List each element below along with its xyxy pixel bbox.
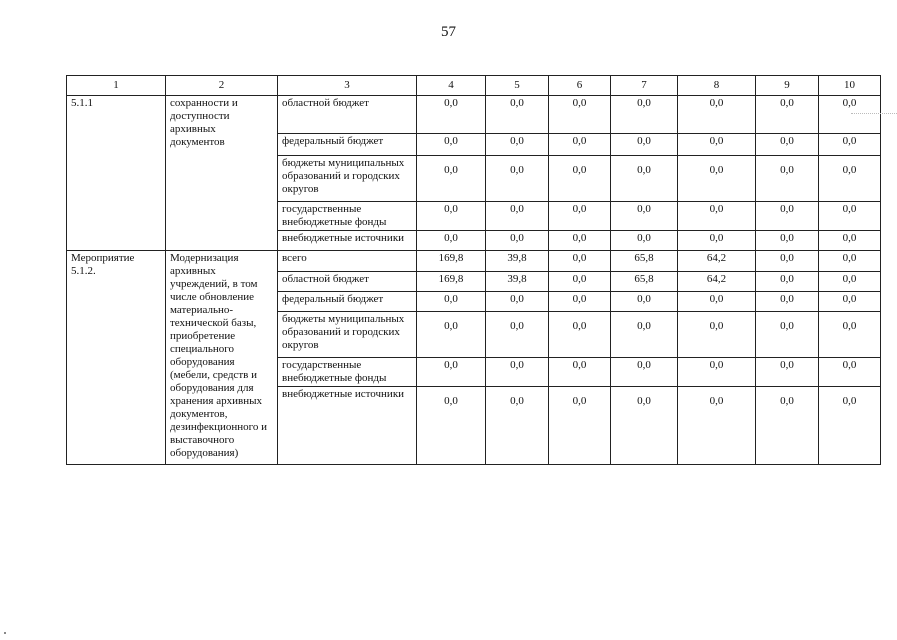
value-cell: 0,0 — [819, 358, 881, 387]
value-cell: 0,0 — [417, 387, 486, 465]
value-cell: 0,0 — [549, 358, 611, 387]
value-cell: 0,0 — [756, 272, 819, 292]
value-cell: 0,0 — [549, 156, 611, 202]
value-cell: 0,0 — [756, 292, 819, 312]
scan-artifact-line — [851, 113, 897, 114]
value-cell: 0,0 — [611, 387, 678, 465]
value-cell: 0,0 — [417, 96, 486, 134]
page-number: 57 — [441, 24, 456, 40]
value-cell: 0,0 — [611, 134, 678, 156]
header-cell: 7 — [611, 76, 678, 96]
value-cell: 0,0 — [756, 312, 819, 358]
value-cell: 0,0 — [819, 387, 881, 465]
value-cell: 0,0 — [486, 134, 549, 156]
value-cell: 0,0 — [417, 358, 486, 387]
value-cell: 0,0 — [486, 96, 549, 134]
value-cell: 39,8 — [486, 272, 549, 292]
table-body — [67, 76, 881, 465]
value-cell: 0,0 — [678, 292, 756, 312]
value-cell: 0,0 — [417, 134, 486, 156]
value-cell: 0,0 — [756, 202, 819, 231]
funding-source-cell: бюджеты муниципальных образований и городских округов — [278, 156, 417, 202]
value-cell: 0,0 — [549, 202, 611, 231]
header-cell: 5 — [486, 76, 549, 96]
value-cell: 0,0 — [678, 134, 756, 156]
header-cell: 1 — [67, 76, 166, 96]
value-cell: 0,0 — [756, 251, 819, 272]
funding-source-cell: государственные внебюджетные фонды — [278, 358, 417, 387]
table-header-row — [67, 76, 881, 96]
value-cell: 0,0 — [611, 156, 678, 202]
value-cell: 0,0 — [678, 96, 756, 134]
value-cell: 0,0 — [611, 292, 678, 312]
value-cell: 65,8 — [611, 272, 678, 292]
value-cell: 65,8 — [611, 251, 678, 272]
value-cell: 0,0 — [678, 231, 756, 251]
header-cell: 2 — [166, 76, 278, 96]
funding-source-cell: внебюджетные источники — [278, 231, 417, 251]
activity-description-cell: сохранности и доступности архивных документов — [166, 96, 278, 251]
header-cell: 4 — [417, 76, 486, 96]
value-cell: 0,0 — [756, 358, 819, 387]
value-cell: 0,0 — [417, 156, 486, 202]
funding-source-cell: внебюджетные источники — [278, 387, 417, 465]
budget-table — [66, 75, 881, 465]
value-cell: 0,0 — [678, 312, 756, 358]
value-cell: 0,0 — [611, 96, 678, 134]
value-cell: 0,0 — [549, 292, 611, 312]
value-cell: 0,0 — [678, 202, 756, 231]
value-cell: 0,0 — [819, 251, 881, 272]
header-cell: 8 — [678, 76, 756, 96]
value-cell: 0,0 — [549, 272, 611, 292]
value-cell: 0,0 — [549, 387, 611, 465]
value-cell: 0,0 — [417, 292, 486, 312]
value-cell: 0,0 — [549, 312, 611, 358]
value-cell: 64,2 — [678, 272, 756, 292]
value-cell: 0,0 — [756, 96, 819, 134]
value-cell: 0,0 — [678, 358, 756, 387]
header-cell: 10 — [819, 76, 881, 96]
funding-source-cell: федеральный бюджет — [278, 292, 417, 312]
activity-code-cell: Мероприятие 5.1.2. — [67, 251, 166, 465]
value-cell: 0,0 — [611, 231, 678, 251]
value-cell: 0,0 — [486, 358, 549, 387]
header-cell: 6 — [549, 76, 611, 96]
value-cell: 64,2 — [678, 251, 756, 272]
value-cell: 0,0 — [819, 312, 881, 358]
value-cell: 0,0 — [417, 312, 486, 358]
value-cell: 0,0 — [819, 231, 881, 251]
value-cell: 0,0 — [819, 292, 881, 312]
value-cell: 0,0 — [611, 202, 678, 231]
table-row — [67, 251, 881, 272]
value-cell: 0,0 — [486, 156, 549, 202]
table-row — [67, 96, 881, 134]
value-cell: 0,0 — [486, 231, 549, 251]
value-cell: 0,0 — [549, 134, 611, 156]
header-cell: 9 — [756, 76, 819, 96]
funding-source-cell: областной бюджет — [278, 96, 417, 134]
value-cell: 0,0 — [611, 312, 678, 358]
funding-source-cell: государственные внебюджетные фонды — [278, 202, 417, 231]
value-cell: 0,0 — [678, 387, 756, 465]
value-cell: 0,0 — [486, 387, 549, 465]
value-cell: 0,0 — [756, 387, 819, 465]
value-cell: 0,0 — [486, 312, 549, 358]
scan-artifact-dot — [4, 632, 6, 634]
value-cell: 0,0 — [486, 202, 549, 231]
value-cell: 0,0 — [756, 134, 819, 156]
value-cell: 0,0 — [549, 231, 611, 251]
value-cell: 0,0 — [549, 96, 611, 134]
value-cell: 0,0 — [549, 251, 611, 272]
header-cell: 3 — [278, 76, 417, 96]
value-cell: 0,0 — [486, 292, 549, 312]
value-cell: 169,8 — [417, 251, 486, 272]
value-cell: 0,0 — [756, 156, 819, 202]
value-cell: 0,0 — [819, 202, 881, 231]
value-cell: 0,0 — [819, 96, 881, 134]
value-cell: 0,0 — [611, 358, 678, 387]
value-cell: 0,0 — [417, 231, 486, 251]
funding-source-cell: бюджеты муниципальных образований и городских округов — [278, 312, 417, 358]
value-cell: 39,8 — [486, 251, 549, 272]
activity-description-cell: Модернизация архивных учреждений, в том числе обновление материально-технической базы, приобретение специального оборудования (мебели, средств и оборудования для хранения архивных документов, дезинфекционного и выставочного оборудования) — [166, 251, 278, 465]
value-cell: 0,0 — [819, 272, 881, 292]
funding-source-cell: всего — [278, 251, 417, 272]
activity-code-cell: 5.1.1 — [67, 96, 166, 251]
value-cell: 0,0 — [417, 202, 486, 231]
value-cell: 0,0 — [819, 134, 881, 156]
value-cell: 0,0 — [819, 156, 881, 202]
value-cell: 169,8 — [417, 272, 486, 292]
funding-source-cell: областной бюджет — [278, 272, 417, 292]
value-cell: 0,0 — [756, 231, 819, 251]
funding-source-cell: федеральный бюджет — [278, 134, 417, 156]
value-cell: 0,0 — [678, 156, 756, 202]
